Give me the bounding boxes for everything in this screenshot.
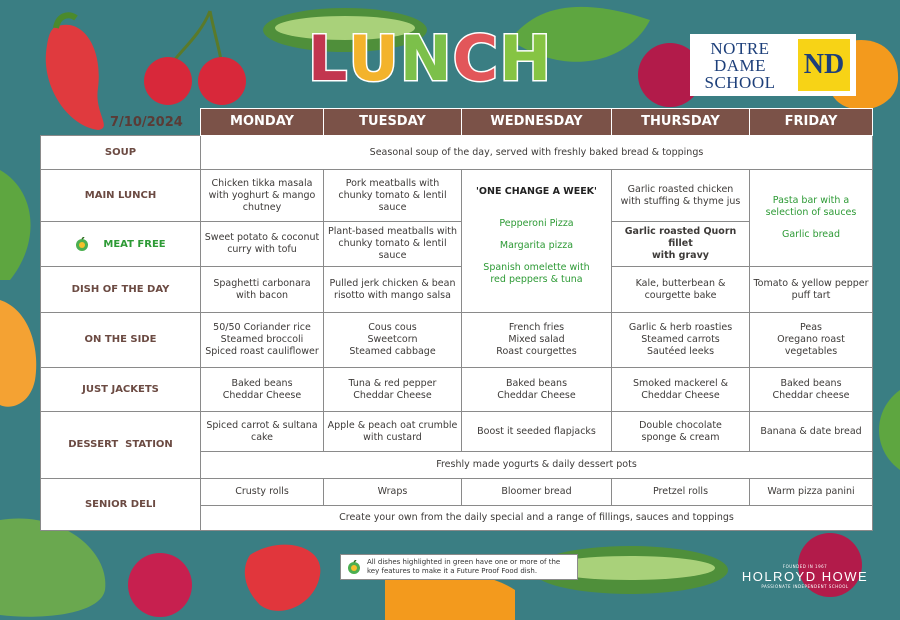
dish-of-the-day-thursday: [612, 267, 750, 313]
menu-line: with custard: [363, 431, 422, 443]
menu-line: Smoked mackerel &: [632, 377, 729, 389]
brand-tagline: PASSIONATE INDEPENDENT SCHOOL: [761, 584, 849, 589]
dish-of-the-day-monday: [201, 267, 324, 313]
menu-line: Spanish omelette with: [483, 262, 590, 273]
meat-free-thursday: [612, 222, 750, 267]
menu-line: Cheddar Cheese: [222, 389, 302, 401]
menu-line: Baked beans: [780, 377, 842, 389]
title-letter: H: [499, 21, 553, 95]
apple-icon: [347, 560, 361, 574]
menu-line: French fries: [508, 322, 565, 333]
menu-line: Cheddar Cheese: [353, 389, 432, 401]
day-header-thursday: THURSDAY: [612, 109, 750, 136]
main-lunch-monday: [201, 170, 324, 222]
menu-line: chutney: [242, 201, 282, 213]
lunch-title: [300, 18, 560, 98]
menu-line: Cheddar Cheese: [497, 389, 576, 401]
menu-line: cake: [250, 431, 274, 443]
meat-free-label: MEAT FREE: [103, 239, 166, 250]
holroyd-howe-logo: [735, 564, 875, 589]
menu-line: Steamed broccoli: [220, 334, 304, 345]
note-line: All dishes highlighted in green have one or more of the: [367, 558, 561, 566]
menu-line: Pulled jerk chicken & bean: [329, 277, 456, 289]
menu-line: Sweet potato & coconut: [204, 232, 320, 243]
main-lunch-tuesday: [324, 170, 462, 222]
menu-line: Sweetcorn: [367, 334, 418, 345]
school-name-line: SCHOOL: [704, 72, 776, 92]
dessert-wednesday: [462, 412, 612, 452]
corner-cell: [41, 109, 201, 136]
note-line: key features to make it a Future Proof Food dish.: [367, 567, 538, 575]
menu-line: with yoghurt & mango: [208, 189, 316, 201]
menu-line: selection of sauces: [765, 207, 857, 218]
menu-line: Steamed carrots: [641, 334, 720, 345]
menu-line: Garlic roasted chicken: [627, 183, 734, 195]
row-label-main-lunch: MAIN LUNCH: [41, 170, 201, 222]
row-label-dessert-station: DESSERT STATION: [41, 412, 201, 479]
menu-line: with gravy: [652, 250, 709, 261]
dessert-daily-cell: Freshly made yogurts & daily dessert pots: [201, 452, 873, 479]
menu-line: Roast courgettes: [496, 346, 577, 357]
day-header-row: [41, 109, 873, 136]
on-the-side-tuesday: [324, 313, 462, 368]
senior-deli-daily-cell: Create your own from the daily special and a range of fillings, sauces and toppings: [201, 506, 873, 531]
menu-line: Pasta bar with a: [772, 195, 850, 206]
title-letter: L: [307, 21, 349, 95]
menu-line: sauce: [378, 250, 407, 261]
dessert-monday: [201, 412, 324, 452]
menu-line: Tomato & yellow pepper: [753, 277, 869, 289]
dish-of-the-day-tuesday: [324, 267, 462, 313]
dish-of-the-day-row: [41, 267, 873, 313]
on-the-side-thursday: [612, 313, 750, 368]
on-the-side-monday: [201, 313, 324, 368]
senior-deli-friday: Warm pizza panini: [750, 479, 873, 506]
menu-line: Garlic & herb roasties: [628, 322, 733, 333]
main-lunch-thursday: [612, 170, 750, 222]
menu-line: Margarita pizza: [499, 240, 574, 251]
day-header-monday: MONDAY: [201, 109, 324, 136]
soup-cell: Seasonal soup of the day, served with freshly baked bread & toppings: [201, 136, 873, 170]
radish-icon: [120, 540, 200, 620]
soup-row: [41, 136, 873, 170]
menu-line: puff tart: [791, 289, 831, 301]
row-label-just-jackets: JUST JACKETS: [41, 368, 201, 412]
menu-line: sauce: [378, 201, 407, 213]
senior-deli-row: [41, 479, 873, 506]
brand-founded: FOUNDED IN 1967: [782, 564, 828, 569]
dessert-friday: [750, 412, 873, 452]
menu-line: chunky tomato & lentil: [338, 238, 447, 249]
menu-line: red peppers & tuna: [490, 274, 583, 285]
menu-line: chunky tomato & lentil: [338, 189, 447, 201]
dessert-thursday: [612, 412, 750, 452]
menu-line: Kale, butterbean &: [635, 277, 726, 289]
just-jackets-monday: [201, 368, 324, 412]
menu-line: with stuffing & thyme jus: [620, 195, 741, 207]
dessert-tuesday: [324, 412, 462, 452]
menu-line: Boost it seeded flapjacks: [477, 425, 596, 437]
wednesday-one-change-cell: [462, 170, 612, 313]
senior-deli-monday: Crusty rolls: [201, 479, 324, 506]
menu-line: Chicken tikka masala: [211, 177, 313, 189]
just-jackets-row: [41, 368, 873, 412]
just-jackets-wednesday: [462, 368, 612, 412]
main-lunch-row: [41, 170, 873, 222]
school-name-line: NOTRE: [710, 38, 770, 58]
menu-line: courgette bake: [644, 289, 717, 301]
meat-free-tuesday: [324, 222, 462, 267]
meat-free-monday: [201, 222, 324, 267]
on-the-side-row: [41, 313, 873, 368]
menu-line: Garlic roasted Quorn fillet: [624, 226, 737, 249]
menu-line: Banana & date bread: [760, 425, 862, 437]
menu-line: Cheddar Cheese: [641, 389, 720, 401]
just-jackets-thursday: [612, 368, 750, 412]
menu-line: risotto with mango salsa: [334, 289, 451, 301]
menu-line: 50/50 Coriander rice: [213, 322, 311, 333]
menu-line: Plant-based meatballs with: [328, 226, 457, 237]
just-jackets-tuesday: [324, 368, 462, 412]
menu-line: Garlic bread: [781, 229, 841, 240]
note-text: [367, 558, 560, 576]
menu-line: Spaghetti carbonara: [213, 277, 311, 289]
senior-deli-thursday: Pretzel rolls: [612, 479, 750, 506]
day-header-wednesday: WEDNESDAY: [462, 109, 612, 136]
menu-line: Steamed cabbage: [349, 346, 436, 357]
row-label-senior-deli: SENIOR DELI: [41, 479, 201, 531]
one-change-heading: 'ONE CHANGE A WEEK': [476, 186, 597, 197]
brand-name: HOLROYD HOWE: [741, 569, 869, 584]
school-crest-icon: ND: [798, 39, 850, 91]
menu-line: Tuna & red pepper: [348, 377, 437, 389]
menu-date: 7/10/2024: [110, 115, 183, 130]
row-label-soup: SOUP: [41, 136, 201, 170]
menu-line: Baked beans: [505, 377, 568, 389]
menu-line: with bacon: [235, 289, 289, 301]
row-label-meat-free: [41, 222, 201, 267]
school-name-line: DAME: [713, 55, 767, 75]
green-dish-note: [340, 554, 578, 580]
menu-line: curry with tofu: [227, 244, 297, 255]
menu-line: sponge & cream: [641, 431, 720, 443]
friday-pasta-cell: [750, 170, 873, 267]
menu-line: Apple & peach oat crumble: [327, 419, 458, 431]
senior-deli-wednesday: Bloomer bread: [462, 479, 612, 506]
day-header-friday: FRIDAY: [750, 109, 873, 136]
menu-line: Peas: [799, 322, 822, 333]
on-the-side-friday: [750, 313, 873, 368]
title-letter: U: [348, 21, 400, 95]
strawberry-icon: [240, 535, 330, 620]
menu-line: Pork meatballs with: [345, 177, 440, 189]
school-name: [690, 40, 790, 91]
dish-of-the-day-friday: [750, 267, 873, 313]
school-logo: [690, 34, 856, 96]
menu-line: Spiced roast cauliflower: [205, 346, 319, 357]
day-header-tuesday: TUESDAY: [324, 109, 462, 136]
orange-pepper-icon: [0, 300, 40, 410]
menu-line: Double chocolate: [639, 419, 722, 431]
menu-line: Cous cous: [368, 322, 417, 333]
just-jackets-friday: [750, 368, 873, 412]
row-label-on-the-side: ON THE SIDE: [41, 313, 201, 368]
senior-deli-tuesday: Wraps: [324, 479, 462, 506]
herb-right-icon: [872, 390, 900, 470]
row-label-dish-of-the-day: DISH OF THE DAY: [41, 267, 201, 313]
menu-table: [40, 108, 873, 531]
on-the-side-wednesday: [462, 313, 612, 368]
cherries-icon: [140, 6, 250, 106]
title-letter: N: [399, 21, 453, 95]
leaf-icon: [0, 170, 42, 280]
dessert-station-row: [41, 412, 873, 452]
menu-line: Mixed salad: [508, 334, 565, 345]
apple-icon: [75, 237, 89, 251]
menu-line: Sautéed leeks: [646, 346, 715, 357]
menu-line: vegetables: [784, 346, 838, 357]
menu-line: Oregano roast: [777, 334, 845, 345]
menu-line: Pepperoni Pizza: [499, 218, 574, 229]
meat-free-row: [41, 222, 873, 267]
menu-line: Baked beans: [231, 377, 293, 389]
menu-line: Spiced carrot & sultana: [206, 419, 318, 431]
menu-line: Cheddar cheese: [772, 389, 850, 401]
title-letter: C: [452, 21, 500, 95]
